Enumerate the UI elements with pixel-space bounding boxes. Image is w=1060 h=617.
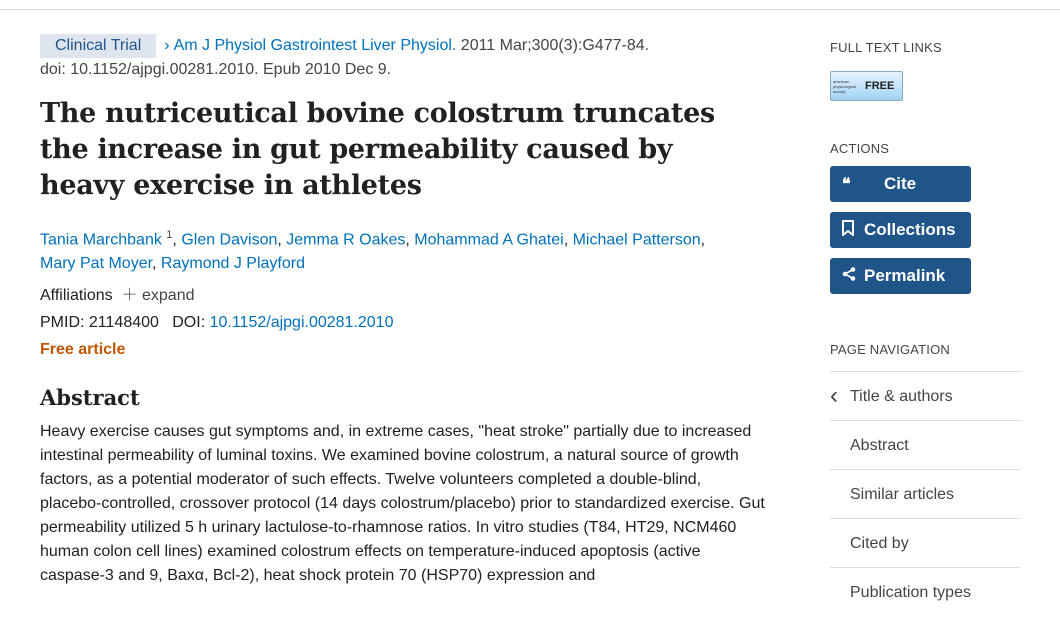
author-link[interactable]: Jemma R Oakes [286, 231, 406, 249]
permalink-button[interactable] [830, 258, 971, 294]
article-title: The nutriceutical bovine colostrum truncates the increase in gut permeability caused by heavy exercise in athletes [40, 98, 715, 201]
bookmark-icon [842, 220, 864, 241]
affiliation-ref[interactable]: 1 [166, 229, 173, 241]
cite-button[interactable] [830, 166, 971, 202]
author-link[interactable]: Glen Davison [181, 231, 278, 249]
citation-details: 2011 Mar;300(3):G477-84. [460, 37, 650, 54]
citation [40, 34, 765, 82]
journal-link[interactable]: Am J Physiol Gastrointest Liver Physiol. [173, 37, 457, 54]
nav-abstract[interactable]: Abstract [830, 420, 1020, 469]
nav-title-authors[interactable]: ‹ Title & authors [830, 371, 1020, 420]
pmid-label: PMID: [40, 314, 85, 332]
doi-link[interactable]: 10.1152/ajpgi.00281.2010 [209, 314, 394, 332]
doi-label: DOI: [172, 314, 206, 332]
cite-label: Cite [884, 174, 917, 193]
identifiers [40, 309, 765, 336]
page-navigation [830, 371, 1020, 616]
article-main [40, 34, 765, 588]
author-link[interactable]: Mohammad A Ghatei [414, 231, 564, 249]
collections-label: Collections [864, 220, 956, 239]
author-link[interactable]: Raymond J Playford [160, 255, 305, 273]
free-label: FREE [865, 80, 895, 92]
affiliations-row[interactable] [40, 282, 765, 309]
nav-publication-types[interactable]: Publication types [830, 567, 1020, 616]
quote-icon: ❝ [842, 176, 851, 193]
abstract-text: Heavy exercise causes gut symptoms and, in extreme cases, "heat stroke" partially due to increased intestinal permeability of luminal toxins. We examined bovine colostrum, a natural source of growth factors, as a potential moderator of such effects. Twelve volunteers completed a double-blind, placebo-controlled, crossover protocol (14 days colostrum/placebo) prior to standardized exercise. Gut permeability utilized 5 h urinary lactulose-to-rhamnose ratios. In vitro studies (T84, HT29, NCM460 human colon cell lines) examined colostrum effects on temperature-induced apoptosis (active caspase-3 and 9, Baxα, Bcl-2), heat shock protein 70 (HSP70) expression and [40, 423, 765, 585]
expand-button[interactable]: expand [142, 287, 195, 305]
affiliations-label: Affiliations [40, 287, 113, 305]
publisher-logo: american physiological society [833, 78, 856, 94]
pmid-value: 21148400 [88, 314, 159, 332]
citation-doi: doi: 10.1152/ajpgi.00281.2010. Epub 2010 Dec 9. [40, 61, 392, 78]
author-link[interactable]: Mary Pat Moyer [40, 255, 153, 273]
full-text-link-button[interactable] [830, 71, 903, 101]
nav-cited-by[interactable]: Cited by [830, 518, 1020, 567]
author-link[interactable]: Tania Marchbank [40, 231, 162, 249]
collections-button[interactable] [830, 212, 971, 248]
article-type-badge: Clinical Trial [40, 34, 156, 58]
page-navigation-heading: PAGE NAVIGATION [830, 342, 951, 357]
sidebar [830, 40, 1020, 616]
nav-similar-articles[interactable]: Similar articles [830, 469, 1020, 518]
actions-heading: ACTIONS [830, 141, 890, 156]
header-divider [0, 9, 1060, 10]
free-article-label: Free article [40, 341, 126, 359]
full-text-links-heading: FULL TEXT LINKS [830, 40, 942, 55]
share-icon [842, 267, 864, 286]
author-list: Tania Marchbank $^1$, Glen Davison, Jemma R Oakes, Mohammad A Ghatei, Michael Patterson, Mary Pat Moyer, Raymond J Playford [40, 229, 706, 273]
plus-icon: ＋ [117, 287, 138, 305]
abstract-heading: Abstract [40, 385, 140, 411]
chevron-right-icon: › [164, 37, 170, 54]
author-link[interactable]: Michael Patterson [572, 231, 701, 249]
permalink-label: Permalink [864, 266, 946, 285]
